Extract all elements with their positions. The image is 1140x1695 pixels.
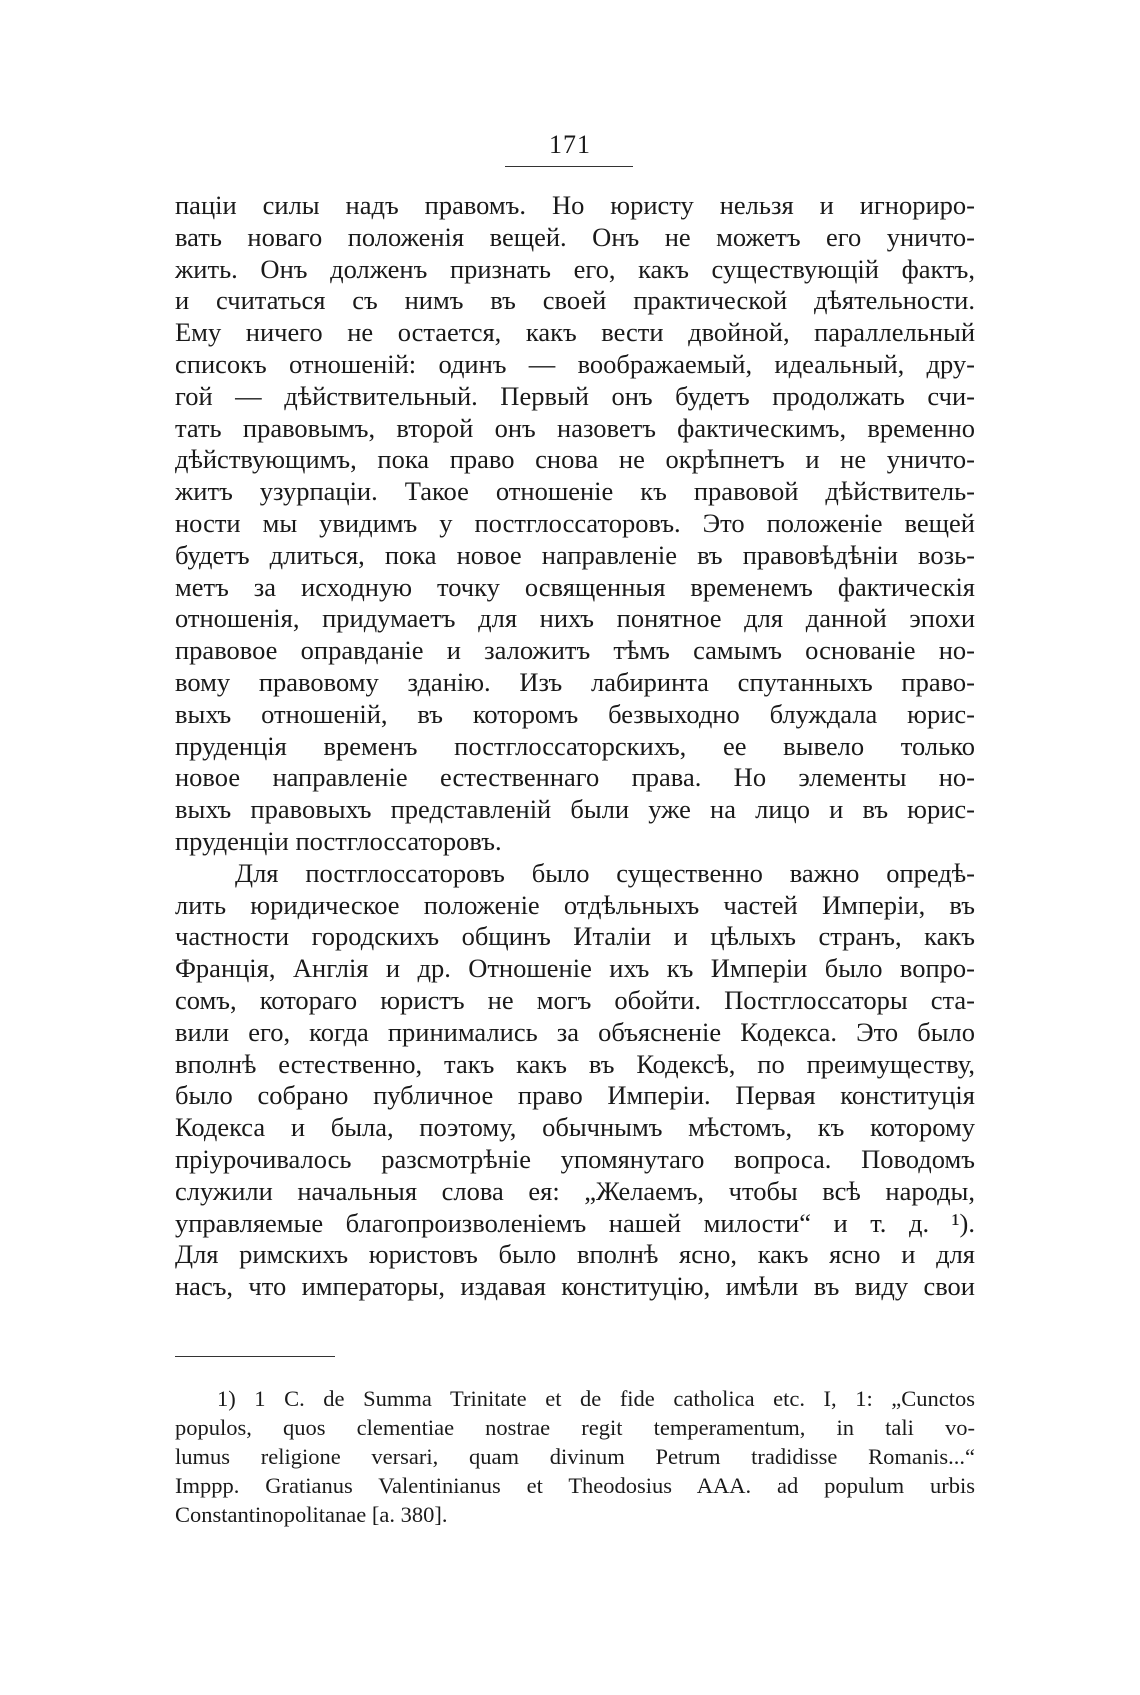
- text-line: было собрано публичное право Имперіи. Первая конституція: [175, 1080, 975, 1111]
- text-line: правовое оправданіе и заложитъ тѣмъ самымъ основаніе но-: [175, 635, 975, 666]
- text-line: гой — дѣйствительный. Первый онъ будетъ продолжать счи-: [175, 380, 975, 411]
- text-line: вому правовому зданію. Изъ лабиринта спутанныхъ право-: [175, 666, 975, 697]
- text-line: служили начальныя слова ея: „Желаемъ, чтобы всѣ народы,: [175, 1175, 975, 1206]
- text-line: пруденціи постглоссаторовъ.: [175, 825, 502, 856]
- text-line: выхъ правовыхъ представленій были уже на лицо и въ юрис-: [175, 794, 975, 825]
- text-line: жить. Онъ долженъ признать его, какъ существующій фактъ,: [175, 253, 975, 284]
- text-line: метъ за исходную точку освященныя временемъ фактическія: [175, 571, 975, 602]
- text-line: ности мы увидимъ у постглоссаторовъ. Это положеніе вещей: [175, 507, 975, 538]
- text-line: управляемые благопроизволеніемъ нашей милости“ и т. д. ¹).: [175, 1207, 975, 1238]
- footnote-line: Constantinopolitanae [a. 380].: [175, 1502, 448, 1527]
- text-line: новое направленіе естественнаго права. Но элементы но-: [175, 762, 975, 793]
- text-line: Для постглоссаторовъ было существенно важно опредѣ-: [235, 857, 975, 888]
- footnote-line: populos, quos clementiae nostrae regit temperamentum, in tali vo-: [175, 1415, 975, 1440]
- header-rule: [505, 166, 633, 167]
- text-line: вполнѣ естественно, такъ какъ въ Кодексѣ, по преимуществу,: [175, 1048, 975, 1079]
- text-line: сомъ, котораго юристъ не могъ обойти. Постглоссаторы ста-: [175, 984, 975, 1015]
- text-line: отношенія, придумаетъ для нихъ понятное для данной эпохи: [175, 603, 975, 634]
- text-line: лить юридическое положеніе отдѣльныхъ частей Имперіи, въ: [175, 889, 975, 920]
- text-line: житъ узурпаціи. Такое отношеніе къ правовой дѣйствитель-: [175, 476, 975, 507]
- text-line: будетъ длиться, пока новое направленіе въ правовѣдѣніи возь-: [175, 539, 975, 570]
- text-line: Кодекса и была, поэтому, обычнымъ мѣстомъ, къ которому: [175, 1112, 975, 1143]
- text-line: Для римскихъ юристовъ было вполнѣ ясно, какъ ясно и для: [175, 1239, 975, 1270]
- text-line: дѣйствующимъ, пока право снова не окрѣпнетъ и не уничто-: [175, 444, 975, 475]
- text-line: списокъ отношеній: одинъ — воображаемый, идеальный, дру-: [175, 348, 975, 379]
- text-line: выхъ отношеній, въ которомъ безвыходно блуждала юрис-: [175, 698, 975, 729]
- text-line: вили его, когда принимались за объясненіе Кодекса. Это было: [175, 1016, 975, 1047]
- text-line: пріурочивалось разсмотрѣніе упомянутаго вопроса. Поводомъ: [175, 1143, 975, 1174]
- text-line: насъ, что императоры, издавая конституцію, имѣли въ виду свои: [175, 1271, 975, 1302]
- text-line: частности городскихъ общинъ Италіи и цѣлыхъ странъ, какъ: [175, 921, 975, 952]
- footnotes: [175, 1384, 975, 1529]
- footnote-line: lumus religione versari, quam divinum Petrum tradidisse Romanis...“: [175, 1444, 975, 1469]
- text-line: пруденція временъ постглоссаторскихъ, ее вывело только: [175, 730, 975, 761]
- text-line: Франція, Англія и др. Отношеніе ихъ къ Имперіи было вопро-: [175, 953, 975, 984]
- footnote-line: Imppp. Gratianus Valentinianus et Theodosius AAA. ad populum urbis: [175, 1473, 975, 1498]
- text-line: вать новаго положенія вещей. Онъ не можетъ его уничто-: [175, 221, 975, 252]
- footnote-rule: [175, 1356, 335, 1357]
- text-line: и считаться съ нимъ въ своей практической дѣятельности.: [175, 285, 975, 316]
- text-line: паціи силы надъ правомъ. Но юристу нельзя и игнориро-: [175, 190, 975, 220]
- text-line: тать правовымъ, второй онъ назоветъ фактическимъ, временно: [175, 412, 975, 443]
- page-number: 171: [549, 130, 591, 159]
- footnote-line: 1) 1 C. de Summa Trinitate et de fide catholica etc. I, 1: „Cunctos: [217, 1386, 975, 1411]
- body-text: [175, 190, 975, 1303]
- text-line: Ему ничего не остается, какъ вести двойной, параллельный: [175, 317, 975, 348]
